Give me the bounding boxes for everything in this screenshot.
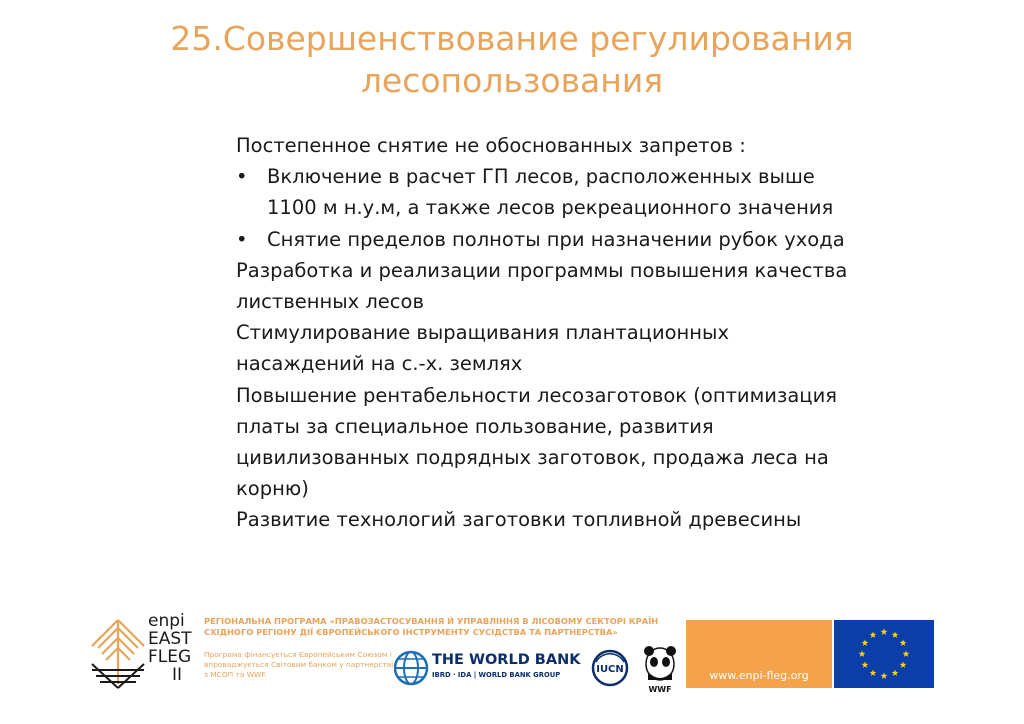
title-line-1: 25.Совершенствование регулирования	[170, 19, 854, 58]
bullet-text: Включение в расчет ГП лесов, расположенных выше 1100 м н.у.м, а также лесов рекреационного значения	[267, 165, 834, 220]
bullet-text: Снятие пределов полноты при назначении рубок ухода	[267, 227, 845, 251]
wwf-panda-icon	[640, 644, 680, 694]
bullet-item	[236, 161, 856, 223]
bullet-glyph: •	[236, 165, 248, 189]
website-band	[686, 620, 832, 688]
title-line-2: лесопользования	[360, 61, 664, 100]
body-paragraph: Развитие технологий заготовки топливной древесины	[236, 508, 802, 532]
slide-body	[236, 130, 856, 536]
enpi-wordmark	[148, 612, 204, 684]
intro-text: Постепенное снятие не обоснованных запретов :	[236, 134, 746, 157]
program-subtitle: Програма фінансується Європейським Союзом і впроваджується Світовим банком у партнерстві з МСОП та WWF.	[204, 650, 394, 679]
iucn-logo-icon	[590, 648, 630, 688]
enpi-line: FLEG	[148, 647, 192, 667]
slide-title	[60, 18, 964, 102]
world-bank-title: THE WORLD BANK	[432, 652, 581, 668]
body-paragraph: Разработка и реализации программы повышения качества лиственных лесов	[236, 258, 848, 314]
world-bank-subtitle: IBRD · IDA | WORLD BANK GROUP	[432, 671, 561, 679]
website-link[interactable]: www.enpi-fleg.org	[709, 669, 809, 682]
bullet-glyph: •	[236, 227, 248, 251]
body-paragraph: Повышение рентабельности лесозаготовок (оптимизация платы за специальное пользование, развития цивилизованных подрядных заготовок, продажа леса на корню)	[236, 383, 837, 501]
program-title: РЕГІОНАЛЬНА ПРОГРАМА «ПРАВОЗАСТОСУВАННЯ Й УПРАВЛІННЯ В ЛІСОВОМУ СЕКТОРІ КРАЇН СХІДНОГО РЕГІОНУ ДІЇ ЄВРОПЕЙСЬКОГО ІНСТРУМЕНТУ СУСІДСТВА ТА ПАРТНЕРСТВА»	[204, 616, 659, 637]
eu-flag-icon	[834, 620, 934, 688]
iucn-text: IUCN	[596, 664, 624, 675]
enpi-line: enpi	[148, 611, 185, 631]
body-paragraph: Стимулирование выращивания плантационных насаждений на с.-х. землях	[236, 321, 729, 376]
enpi-line: II	[172, 665, 183, 685]
enpi-line: EAST	[148, 629, 192, 649]
footer	[0, 610, 1024, 724]
wwf-text: WWF	[648, 685, 672, 694]
bullet-item	[236, 224, 856, 255]
